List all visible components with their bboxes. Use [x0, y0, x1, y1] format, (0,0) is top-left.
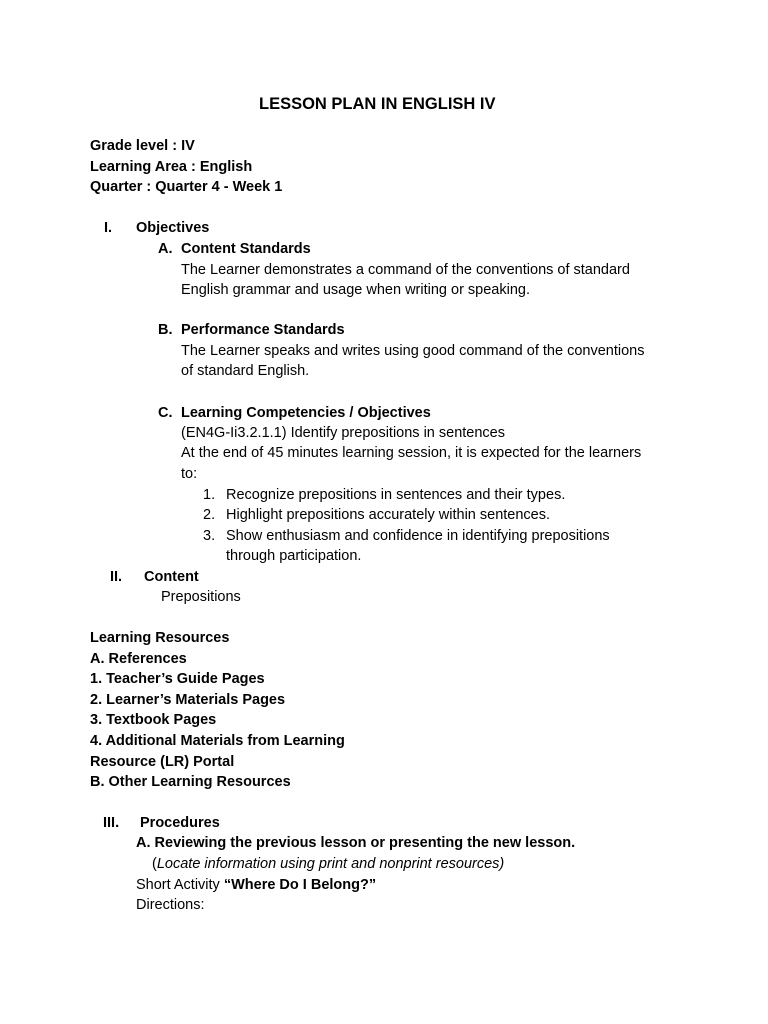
learning-competencies-heading: Learning Competencies / Objectives	[181, 405, 431, 421]
content-standards-heading: Content Standards	[181, 241, 311, 257]
section-2-heading: Content	[144, 569, 199, 585]
objective-text: through participation.	[226, 548, 362, 564]
objective-number: 3.	[203, 528, 216, 544]
content-text: Prepositions	[161, 589, 241, 605]
content-standards-text: English grammar and usage when writing or speaking.	[181, 282, 530, 298]
resource-item: 3. Textbook Pages	[90, 712, 217, 728]
performance-standards-heading: Performance Standards	[181, 322, 345, 338]
subsection-a-letter: A.	[158, 241, 173, 257]
competency-code: (EN4G-Ii3.2.1.1) Identify prepositions in sentences	[181, 425, 505, 441]
performance-standards-text: The Learner speaks and writes using good command of the conventions	[181, 343, 645, 359]
competency-intro: At the end of 45 minutes learning session, it is expected for the learners	[181, 445, 642, 461]
objective-text: Show enthusiasm and confidence in identifying prepositions	[226, 528, 610, 544]
objective-number: 2.	[203, 507, 216, 523]
procedure-note-open: (	[152, 856, 157, 872]
objective-number: 1.	[203, 487, 216, 503]
competency-intro: to:	[181, 466, 198, 482]
section-2-number: II.	[110, 569, 123, 585]
short-activity-title: “Where Do I Belong?”	[223, 877, 377, 893]
learning-resources-heading: Learning Resources	[90, 630, 230, 646]
resource-item: 2. Learner’s Materials Pages	[90, 692, 286, 708]
content-standards-text: The Learner demonstrates a command of the conventions of standard	[181, 262, 630, 278]
section-1-number: I.	[104, 220, 113, 236]
subsection-c-letter: C.	[158, 405, 173, 421]
short-activity-prefix: Short Activity	[136, 877, 224, 893]
learning-area: Learning Area : English	[90, 159, 253, 175]
grade-level: Grade level : IV	[90, 138, 195, 154]
quarter: Quarter : Quarter 4 - Week 1	[90, 179, 283, 195]
short-activity	[136, 875, 376, 895]
page-title: LESSON PLAN IN ENGLISH IV	[259, 95, 496, 113]
procedure-note-italic: Locate information using print and nonprint resources)	[156, 856, 505, 872]
performance-standards-text: of standard English.	[181, 363, 310, 379]
resource-item: 4. Additional Materials from Learning	[90, 733, 345, 749]
resource-item: A. References	[90, 651, 187, 667]
resource-item: 1. Teacher’s Guide Pages	[90, 671, 265, 687]
section-1-heading: Objectives	[136, 220, 210, 236]
objective-text: Recognize prepositions in sentences and their types.	[226, 487, 566, 503]
objective-text: Highlight prepositions accurately within sentences.	[226, 507, 551, 523]
procedure-note	[152, 854, 504, 874]
section-3-number: III.	[103, 815, 120, 831]
directions-label: Directions:	[136, 897, 205, 913]
procedure-a-heading: A. Reviewing the previous lesson or presenting the new lesson.	[136, 835, 576, 851]
resource-item: B. Other Learning Resources	[90, 774, 291, 790]
subsection-b-letter: B.	[158, 322, 173, 338]
section-3-heading: Procedures	[140, 815, 220, 831]
resource-item: Resource (LR) Portal	[90, 754, 235, 770]
